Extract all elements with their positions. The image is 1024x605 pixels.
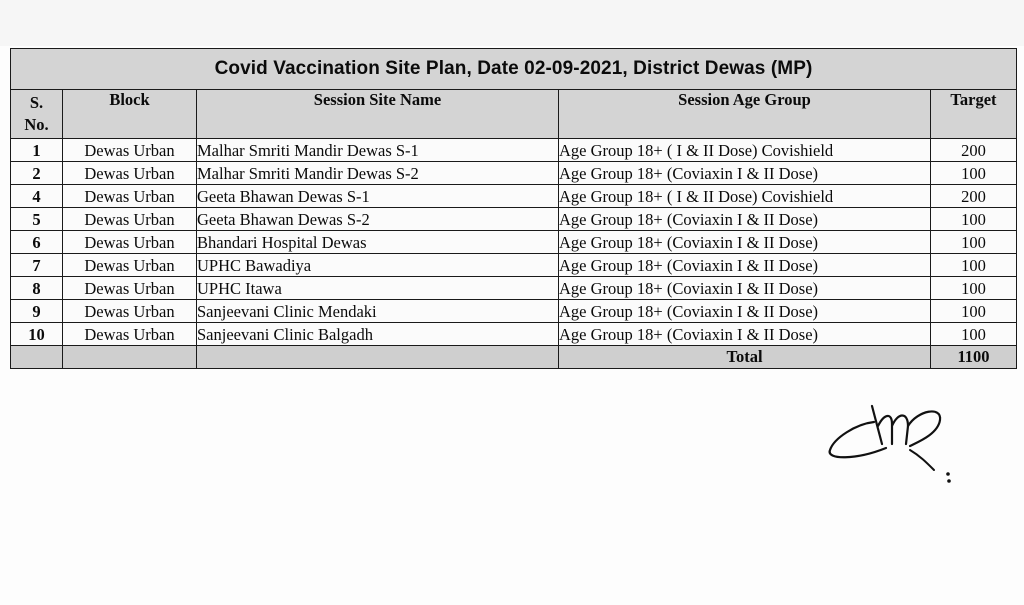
- cell-sno: 1: [11, 139, 63, 162]
- header-session-age-group: Session Age Group: [559, 90, 931, 139]
- cell-site: Malhar Smriti Mandir Dewas S-2: [197, 162, 559, 185]
- table-row: [11, 277, 1017, 300]
- header-block: Block: [63, 90, 197, 139]
- cell-target: 100: [931, 208, 1017, 231]
- table-row: [11, 254, 1017, 277]
- total-value: 1100: [931, 346, 1017, 369]
- document-title: Covid Vaccination Site Plan, Date 02-09-2021, District Dewas (MP): [11, 49, 1017, 90]
- cell-sno: 9: [11, 300, 63, 323]
- cell-sno: 7: [11, 254, 63, 277]
- cell-sno: 4: [11, 185, 63, 208]
- cell-block: Dewas Urban: [63, 254, 197, 277]
- total-label: Total: [559, 346, 931, 369]
- table-row: [11, 323, 1017, 346]
- cell-block: Dewas Urban: [63, 185, 197, 208]
- table-row: [11, 162, 1017, 185]
- header-session-site-name: Session Site Name: [197, 90, 559, 139]
- cell-sno: 8: [11, 277, 63, 300]
- header-sno-line2: No.: [24, 115, 49, 134]
- cell-site: Geeta Bhawan Dewas S-2: [197, 208, 559, 231]
- header-target: Target: [931, 90, 1017, 139]
- page-top-margin: [0, 0, 1024, 46]
- cell-site: Geeta Bhawan Dewas S-1: [197, 185, 559, 208]
- handwritten-signature: [826, 400, 956, 490]
- cell-block: Dewas Urban: [63, 323, 197, 346]
- cell-target: 100: [931, 300, 1017, 323]
- cell-sno: 2: [11, 162, 63, 185]
- cell-target: 100: [931, 254, 1017, 277]
- cell-block: Dewas Urban: [63, 162, 197, 185]
- vaccination-site-plan-table: [10, 48, 1017, 369]
- table-title-row: [11, 49, 1017, 90]
- cell-site: Sanjeevani Clinic Balgadh: [197, 323, 559, 346]
- table-header-row: [11, 90, 1017, 139]
- cell-age-group: Age Group 18+ (Coviaxin I & II Dose): [559, 231, 931, 254]
- table-row: [11, 231, 1017, 254]
- cell-age-group: Age Group 18+ (Coviaxin I & II Dose): [559, 208, 931, 231]
- cell-block: Dewas Urban: [63, 277, 197, 300]
- total-empty-cell: [63, 346, 197, 369]
- table-row: [11, 139, 1017, 162]
- cell-block: Dewas Urban: [63, 231, 197, 254]
- cell-sno: 6: [11, 231, 63, 254]
- table-total-row: [11, 346, 1017, 369]
- cell-age-group: Age Group 18+ ( I & II Dose) Covishield: [559, 139, 931, 162]
- total-empty-cell: [197, 346, 559, 369]
- cell-sno: 10: [11, 323, 63, 346]
- cell-site: Malhar Smriti Mandir Dewas S-1: [197, 139, 559, 162]
- cell-site: Bhandari Hospital Dewas: [197, 231, 559, 254]
- total-empty-cell: [11, 346, 63, 369]
- cell-site: UPHC Itawa: [197, 277, 559, 300]
- cell-site: UPHC Bawadiya: [197, 254, 559, 277]
- table-row: [11, 300, 1017, 323]
- cell-age-group: Age Group 18+ ( I & II Dose) Covishield: [559, 185, 931, 208]
- cell-sno: 5: [11, 208, 63, 231]
- cell-target: 100: [931, 277, 1017, 300]
- cell-target: 100: [931, 162, 1017, 185]
- cell-age-group: Age Group 18+ (Coviaxin I & II Dose): [559, 277, 931, 300]
- cell-target: 200: [931, 139, 1017, 162]
- table-row: [11, 208, 1017, 231]
- cell-target: 200: [931, 185, 1017, 208]
- cell-site: Sanjeevani Clinic Mendaki: [197, 300, 559, 323]
- cell-block: Dewas Urban: [63, 208, 197, 231]
- table-row: [11, 185, 1017, 208]
- cell-age-group: Age Group 18+ (Coviaxin I & II Dose): [559, 162, 931, 185]
- cell-target: 100: [931, 323, 1017, 346]
- cell-age-group: Age Group 18+ (Coviaxin I & II Dose): [559, 254, 931, 277]
- cell-block: Dewas Urban: [63, 300, 197, 323]
- cell-age-group: Age Group 18+ (Coviaxin I & II Dose): [559, 300, 931, 323]
- cell-target: 100: [931, 231, 1017, 254]
- cell-block: Dewas Urban: [63, 139, 197, 162]
- header-sno: [11, 90, 63, 139]
- header-sno-line1: S.: [29, 93, 44, 112]
- cell-age-group: Age Group 18+ (Coviaxin I & II Dose): [559, 323, 931, 346]
